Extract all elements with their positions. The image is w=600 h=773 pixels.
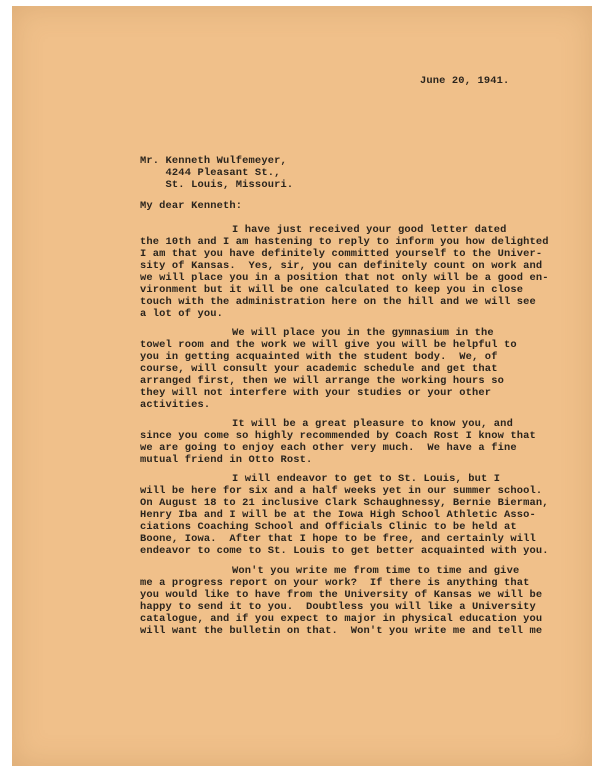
paragraph-line: ciations Coaching School and Officials Clinic to be held at bbox=[140, 521, 517, 533]
paragraph-line: Henry Iba and I will be at the Iowa High School Athletic Asso- bbox=[140, 509, 536, 521]
paragraph-line: catalogue, and if you expect to major in physical education you bbox=[140, 613, 543, 625]
paragraph-line: towel room and the work we will give you will be helpful to bbox=[140, 339, 517, 351]
paragraph-line: I will endeavor to get to St. Louis, but I bbox=[232, 473, 501, 485]
paragraph-line: will be here for six and a half weeks yet in our summer school. bbox=[140, 485, 543, 497]
paragraph-line: We will place you in the gymnasium in the bbox=[232, 327, 494, 339]
paragraph-line: activities. bbox=[140, 399, 211, 411]
paragraph-line: On August 18 to 21 inclusive Clark Schaughnessy, Bernie Bierman, bbox=[140, 497, 549, 509]
paragraph-line: endeavor to come to St. Louis to get better acquainted with you. bbox=[140, 545, 549, 557]
paragraph-line: Won't you write me from time to time and give bbox=[232, 565, 520, 577]
salutation: My dear Kenneth: bbox=[140, 200, 243, 212]
letter-date: June 20, 1941. bbox=[420, 75, 510, 87]
paragraph-line: I have just received your good letter dated bbox=[232, 224, 507, 236]
paragraph-line: I am that you have definitely committed yourself to the Univer- bbox=[140, 248, 543, 260]
paragraph-line: touch with the administration here on the hill and we will see bbox=[140, 296, 536, 308]
paragraph-line: you in getting acquainted with the student body. We, of bbox=[140, 351, 498, 363]
paragraph-line: they will not interfere with your studies or your other bbox=[140, 387, 492, 399]
paragraph-line: sity of Kansas. Yes, sir, you can definitely count on work and bbox=[140, 260, 543, 272]
paragraph-line: the 10th and I am hastening to reply to inform you how delighted bbox=[140, 236, 549, 248]
paragraph-line: course, will consult your academic schedule and get that bbox=[140, 363, 498, 375]
paragraph-line: will want the bulletin on that. Won't you write me and tell me bbox=[140, 625, 543, 637]
paragraph-line: mutual friend in Otto Rost. bbox=[140, 454, 313, 466]
address-line: St. Louis, Missouri. bbox=[140, 179, 294, 191]
paragraph-line: vironment but it will be one calculated to keep you in close bbox=[140, 284, 524, 296]
paragraph-line: we are going to enjoy each other very much. We have a fine bbox=[140, 442, 517, 454]
paragraph-line: happy to send it to you. Doubtless you will like a University bbox=[140, 601, 536, 613]
address-line: Mr. Kenneth Wulfemeyer, bbox=[140, 155, 287, 167]
paragraph-line: a lot of you. bbox=[140, 308, 224, 320]
paragraph-line: It will be a great pleasure to know you, and bbox=[232, 418, 513, 430]
paragraph-line: me a progress report on your work? If there is anything that bbox=[140, 577, 530, 589]
paragraph-line: Boone, Iowa. After that I hope to be free, and certainly will bbox=[140, 533, 536, 545]
paragraph-line: we will place you in a position that not only will be a good en- bbox=[140, 272, 549, 284]
address-line: 4244 Pleasant St., bbox=[140, 167, 281, 179]
paragraph-line: since you come so highly recommended by Coach Rost I know that bbox=[140, 430, 536, 442]
paragraph-line: you would like to have from the University of Kansas we will be bbox=[140, 589, 543, 601]
paragraph-line: arranged first, then we will arrange the working hours so bbox=[140, 375, 504, 387]
